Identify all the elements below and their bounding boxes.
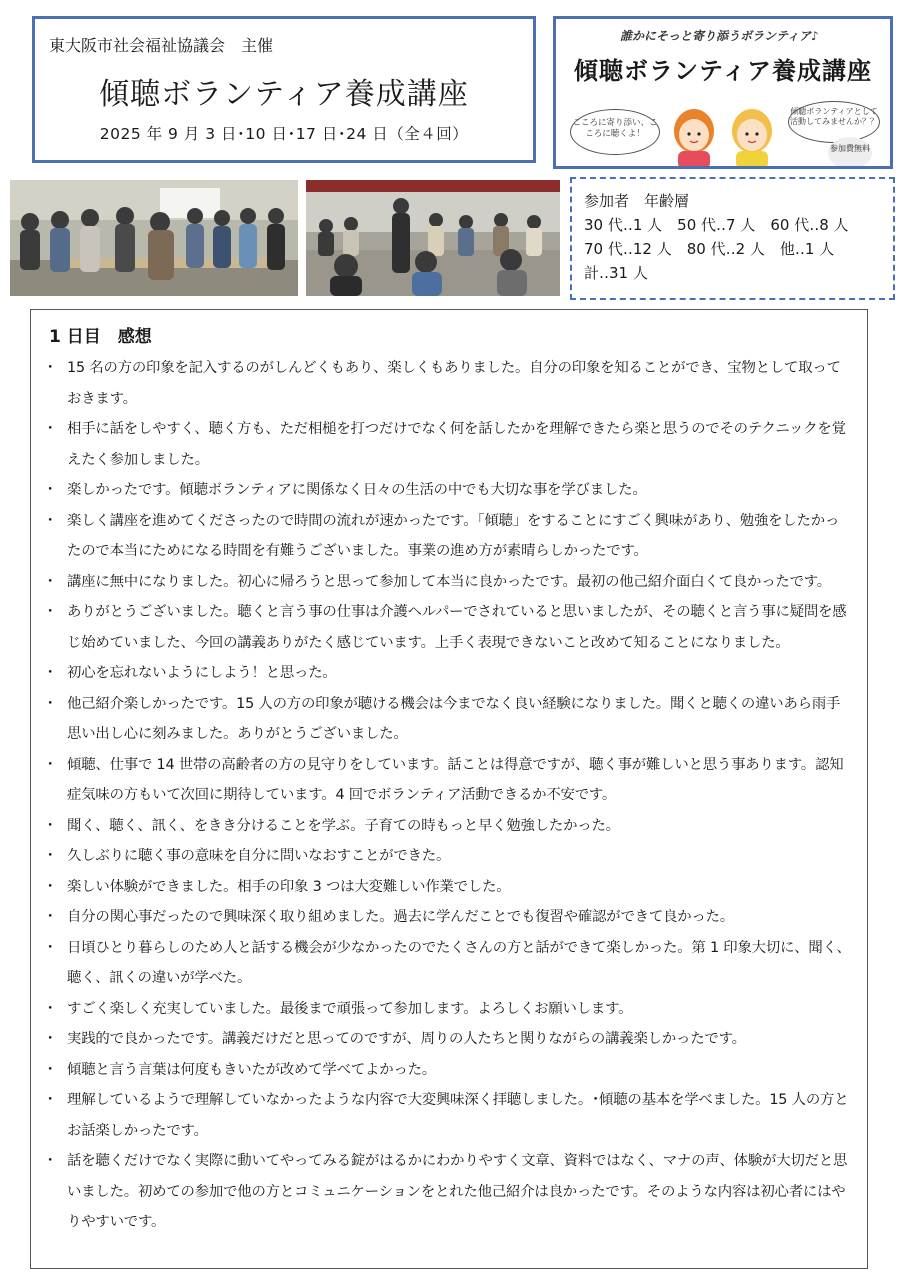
flyer-speech-bubble-left: こころに寄り添い、こころに聴くよ！ — [570, 109, 660, 155]
list-item: ・ すごく楽しく充実していました。最後まで頑張って参加します。よろしくお願いします。 — [49, 994, 853, 1025]
list-item: ・ 楽しく講座を進めてくださったので時間の流れが速かったです。「傾聴」をすることにすごく興味があり、勉強をしたかったので本当にためになる時間を有難うございました。事業の進め方が素晴らしかったです。 — [49, 506, 853, 567]
flyer-speech-bubble-right: 傾聴ボランティアとして活動してみませんか？？ — [788, 101, 880, 143]
list-item: ・ 久しぶりに聴く事の意味を自分に問いなおすことができた。 — [49, 841, 853, 872]
impressions-heading: 1 日目 感想 — [49, 327, 152, 347]
list-item: ・ 15 名の方の印象を記入するのがしんどくもあり、楽しくもありました。自分の印象を知ることができ、宝物として取っておきます。 — [49, 353, 853, 414]
list-item: ・ 理解しているようで理解していなかったような内容で大変興味深く拝聴しました。･傾聴の基本を学べました。15 人の方とお話楽しかったです。 — [49, 1085, 853, 1146]
page-title: 傾聴ボランティア養成講座 — [99, 77, 469, 112]
list-item: ・ 傾聴、仕事で 14 世帯の高齢者の方の見守りをしています。話ことは得意ですが、聴く事が難しいと思う事あります。認知症気味の方もいて次回に期待しています。4 回でボランティア活動できるか不安です。 — [49, 750, 853, 811]
list-item: ・ 楽しい体験ができました。相手の印象 3 つは大変難しい作業でした。 — [49, 872, 853, 903]
list-item: ・ 傾聴と言う言葉は何度もきいたが改めて学べてよかった。 — [49, 1055, 853, 1086]
flyer-fee-badge: 参加費無料 — [828, 137, 872, 169]
list-item: ・ 相手に話をしやすく、聴く方も、ただ相槌を打つだけでなく何を話したかを理解できたら楽と思うのでそのテクニックを覚えたく参加しました。 — [49, 414, 853, 475]
organizer: 東大阪市社会福祉協議会 主催 — [49, 36, 274, 55]
list-item: ・ 講座に無中になりました。初心に帰ろうと思って参加して本当に良かったです。最初の他己紹介面白くて良かったです。 — [49, 567, 853, 598]
flyer-title: 傾聴ボランティア養成講座 — [573, 57, 873, 85]
impressions-box — [30, 309, 868, 1269]
flyer-tagline: 誰かにそっと寄り添うボランティア♪ — [620, 29, 819, 43]
list-item: ・ 他己紹介楽しかったです。15 人の方の印象が聴ける機会は今までなく良い経験になりました。聞くと聴くの違いあら雨手思い出し心に刻みました。ありがとうございました。 — [49, 689, 853, 750]
list-item: ・ 話を聴くだけでなく実際に動いてやってみる錠がはるかにわかりやすく文章、資料ではなく、マナの声、体験が大切だと思いました。初めての参加で他の方とコミュニケーションをとれた他己紹介は良かったです。そのような内容は初心者にはやりやすいです。 — [49, 1146, 853, 1238]
flyer-image — [553, 16, 893, 169]
participants-total: 計‥31 人 — [584, 264, 648, 282]
impressions-list — [49, 353, 853, 1238]
list-item: ・ ありがとうございました。聴くと言う事の仕事は介護ヘルパーでされていると思いましたが、その聴くと言う事に疑問を感じ始めていました、今回の講義ありがたく感じています。上手く表現できないこと改めて知ることになりました。 — [49, 597, 853, 658]
participants-line-2: 70 代‥12 人 80 代‥2 人 他‥1 人 — [584, 240, 835, 258]
list-item: ・ 楽しかったです。傾聴ボランティアに関係なく日々の生活の中でも大切な事を学びました。 — [49, 475, 853, 506]
participants-line-1: 30 代‥1 人 50 代‥7 人 60 代‥8 人 — [584, 216, 849, 234]
flyer-people-illustration — [664, 103, 784, 169]
participant-age-summary — [570, 177, 895, 300]
participants-heading: 参加者 年齢層 — [584, 192, 690, 210]
header-box — [32, 16, 536, 163]
list-item: ・ 聞く、聴く、訊く、をきき分けることを学ぶ。子育ての時もっと早く勉強したかった。 — [49, 811, 853, 842]
list-item: ・ 日頃ひとり暮らしのため人と話する機会が少なかったのでたくさんの方と話ができて楽しかった。第 1 印象大切に、聞く、聴く、訊くの違いが学べた。 — [49, 933, 853, 994]
workshop-photo-1 — [10, 180, 298, 296]
course-dates: 2025 年 9 月 3 日･10 日･17 日･24 日（全４回） — [99, 125, 469, 143]
list-item: ・ 自分の関心事だったので興味深く取り組めました。過去に学んだことでも復習や確認ができて良かった。 — [49, 902, 853, 933]
list-item: ・ 初心を忘れないようにしよう！と思った。 — [49, 658, 853, 689]
list-item: ・ 実践的で良かったです。講義だけだと思ってのですが、周りの人たちと関りながらの講義楽しかったです。 — [49, 1024, 853, 1055]
workshop-photo-2 — [306, 180, 560, 296]
